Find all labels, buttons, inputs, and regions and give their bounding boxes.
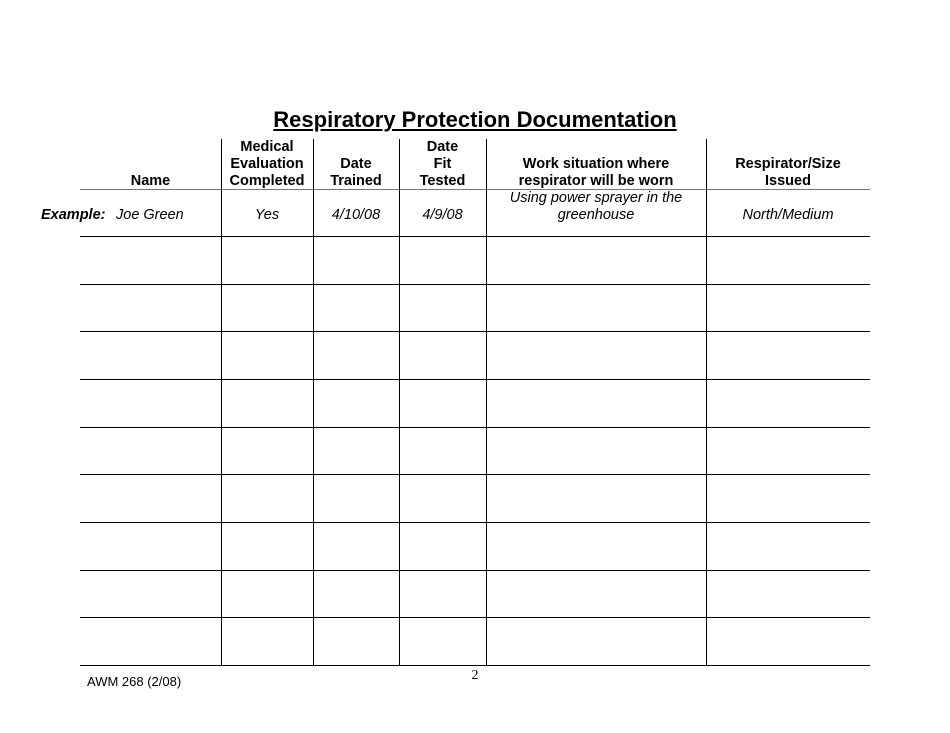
- row-line: [80, 284, 870, 285]
- column-line: [313, 139, 314, 666]
- header-name: Name: [130, 173, 171, 189]
- row-line: [80, 617, 870, 618]
- example-date-fit-tested: 4/9/08: [422, 207, 463, 223]
- column-line: [706, 139, 707, 666]
- page-number: 2: [471, 668, 479, 683]
- example-respirator: North/Medium: [742, 207, 834, 223]
- column-line: [221, 139, 222, 666]
- column-line: [399, 139, 400, 666]
- example-label: Example:: [41, 207, 106, 223]
- row-line: [80, 427, 870, 428]
- page-title: Respiratory Protection Documentation: [273, 107, 677, 132]
- form-number: AWM 268 (2/08): [87, 674, 182, 689]
- table-bottom-line: [80, 665, 870, 666]
- row-line: [80, 236, 870, 237]
- row-line: [80, 522, 870, 523]
- example-work-situation: Using power sprayer in the greenhouse: [509, 190, 683, 223]
- column-line: [486, 139, 487, 666]
- header-respirator-size: Respirator/Size Issued: [735, 156, 841, 189]
- row-line: [80, 570, 870, 571]
- example-name: Joe Green: [116, 207, 184, 223]
- header-date-trained: Date Trained: [330, 156, 382, 189]
- header-divider-line: [80, 189, 870, 190]
- example-medical: Yes: [254, 207, 280, 223]
- header-date-fit-tested: Date Fit Tested: [419, 139, 466, 189]
- header-medical-evaluation: Medical Evaluation Completed: [229, 139, 305, 189]
- row-line: [80, 379, 870, 380]
- header-work-situation: Work situation where respirator will be worn: [518, 156, 674, 189]
- example-date-trained: 4/10/08: [331, 207, 381, 223]
- row-line: [80, 474, 870, 475]
- row-line: [80, 331, 870, 332]
